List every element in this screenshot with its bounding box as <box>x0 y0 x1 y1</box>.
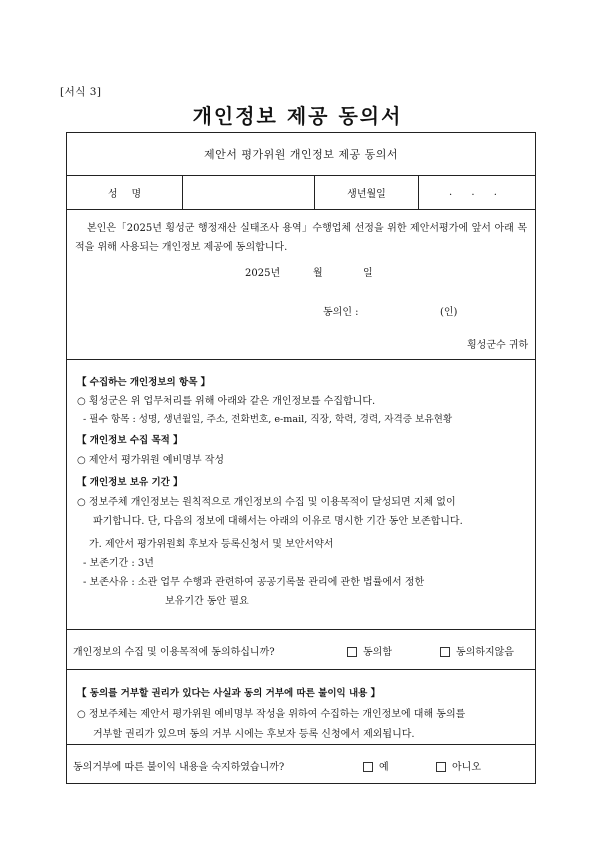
consent-yes-label: 동의함 <box>363 647 392 658</box>
addressee: 횡성군수 귀하 <box>467 340 529 351</box>
retention-line-1: ○ 정보주체 개인정보는 원칙적으로 개인정보의 수집 및 이용목적이 달성되면 지체 없이 <box>77 497 456 508</box>
collected-items-line: ○ 횡성군은 위 업무처리를 위해 아래와 같은 개인정보를 수집합니다. <box>77 396 376 407</box>
consent-no-label: 동의하지않음 <box>456 647 514 658</box>
date-day: 일 <box>363 268 373 279</box>
acknowledge-yes-option[interactable] <box>363 758 389 773</box>
date-year: 2025년 <box>245 268 281 279</box>
refusal-right-block <box>67 669 535 744</box>
acknowledge-yes-label: 예 <box>379 762 389 773</box>
retention-heading: 【 개인정보 보유 기간 】 <box>77 477 183 488</box>
consent-question-row <box>67 629 535 669</box>
refusal-heading: 【 동의를 거부할 권리가 있다는 사실과 동의 거부에 따른 불이익 내용 】 <box>77 688 381 699</box>
table-header-text: 제안서 평가위원 개인정보 제공 동의서 <box>203 148 398 161</box>
birth-date-label: 생년월일 <box>315 176 419 209</box>
privacy-info-block <box>67 359 535 629</box>
retention-reason-line: - 보존사유 : 소관 업무 수행과 관련하여 공공기록물 관리에 관한 법률에서 정한 <box>83 577 425 588</box>
checkbox-icon[interactable] <box>363 762 373 772</box>
name-field[interactable] <box>183 176 315 209</box>
purpose-heading: 【 개인정보 수집 목적 】 <box>77 435 183 446</box>
name-label: 성명 <box>67 176 183 209</box>
date-month: 월 <box>313 268 323 279</box>
acknowledge-no-label: 아니오 <box>452 762 481 773</box>
acknowledge-no-option[interactable] <box>436 758 481 773</box>
retention-period-line: - 보존기간 : 3년 <box>83 558 154 569</box>
consent-statement: 본인은「2025년 횡성군 행정재산 실태조사 용역」수행업체 선정을 위한 제안서평가에 앞서 아래 목적을 위해 사용되는 개인정보 제공에 동의합니다. <box>75 223 527 253</box>
refusal-line-2: 거부할 권리가 있으며 동의 거부 시에는 후보자 등록 신청에서 제외됩니다. <box>93 729 415 740</box>
consent-yes-option[interactable] <box>347 643 392 658</box>
purpose-line: ○ 제안서 평가위원 예비명부 작성 <box>77 455 225 466</box>
checkbox-icon[interactable] <box>440 647 450 657</box>
retention-reason-cont: 보유기간 동안 필요 <box>165 596 249 607</box>
birth-date-field[interactable]: . . . <box>449 187 505 198</box>
checkbox-icon[interactable] <box>436 762 446 772</box>
retention-line-2: 파기합니다. 단, 다음의 정보에 대해서는 아래의 이유로 명시한 기간 동안 보존합니다. <box>93 516 463 527</box>
consent-question: 개인정보의 수집 및 이용목적에 동의하십니까? <box>73 647 275 658</box>
seal-mark[interactable]: (인) <box>440 307 458 318</box>
refusal-line-1: ○ 정보주체는 제안서 평가위원 예비명부 작성을 위하여 수집하는 개인정보에 대해 동의를 <box>77 709 466 720</box>
collected-items-heading: 【 수집하는 개인정보의 항목 】 <box>77 377 211 388</box>
table-header <box>67 133 535 175</box>
acknowledge-question: 동의거부에 따른 불이익 내용을 숙지하였습니까? <box>73 762 285 773</box>
acknowledge-question-row <box>67 744 535 784</box>
personal-info-row <box>67 175 535 209</box>
form-number-label: [서식 3] <box>60 86 102 98</box>
retention-line-3: 가. 제안서 평가위원회 후보자 등록신청서 및 보안서약서 <box>89 539 334 550</box>
signer-label: 동의인 : <box>323 307 359 318</box>
consent-form-table <box>66 132 536 784</box>
checkbox-icon[interactable] <box>347 647 357 657</box>
consent-no-option[interactable] <box>440 643 514 658</box>
required-items-line: - 필수 항목 : 성명, 생년월일, 주소, 전화번호, e-mail, 직장, 학력, 경력, 자격증 보유현황 <box>83 414 453 425</box>
consent-statement-block <box>67 209 535 359</box>
document-title: 개인정보 제공 동의서 <box>192 104 403 128</box>
